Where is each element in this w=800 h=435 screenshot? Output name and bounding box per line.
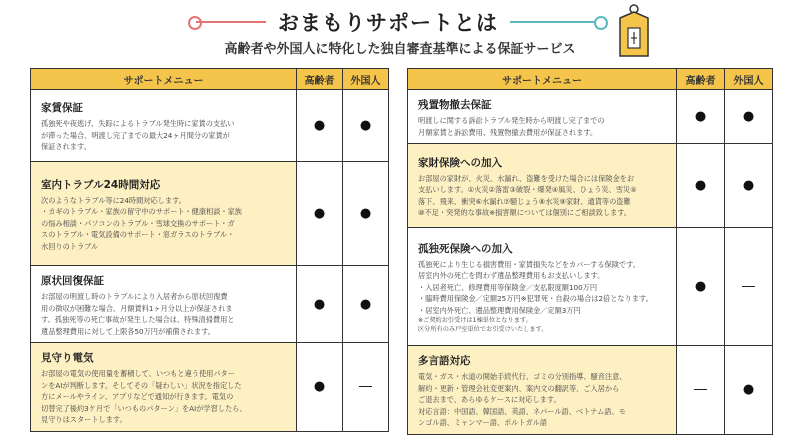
support-description-cell xyxy=(31,162,297,266)
description-line: ・カギのトラブル・家族の留守中のサポート・健康相談・家族 xyxy=(41,207,242,217)
elderly-availability-mark: ● xyxy=(677,90,725,144)
decor-line-left xyxy=(196,21,266,23)
col-header-foreigner: 外国人 xyxy=(725,69,773,90)
description-line: 電気・ガス・水道の開始手続代行、ゴミの分別指導、騒音注意、 xyxy=(418,372,627,381)
support-description-cell xyxy=(408,144,677,228)
col-header-foreigner: 外国人 xyxy=(343,69,389,90)
col-header-elderly: 高齢者 xyxy=(677,69,725,90)
description-line: 方にメールやライン、アプリなどで通知が行きます。電気の xyxy=(41,392,234,401)
decor-dot-left xyxy=(188,16,202,30)
description-line: お部屋の明渡し時のトラブルにより入居者から原状回復費 xyxy=(41,292,228,301)
support-row xyxy=(408,90,773,144)
support-item-title: 見守り電気 xyxy=(41,352,94,364)
foreigner-availability-mark: ● xyxy=(725,346,773,435)
support-description-cell xyxy=(408,346,677,435)
description-line: 遺品整理費用に対して上限各50万円が補償されます。 xyxy=(41,326,215,336)
support-description-cell xyxy=(31,343,297,432)
description-note: ※ご契約お引受けは1棟単位となります。 xyxy=(418,317,532,325)
elderly-availability-mark: ● xyxy=(677,228,725,346)
description-line: ⑩不足・突発的な事故※損害額については個別にご相談致します。 xyxy=(418,208,631,217)
elderly-availability-mark: ● xyxy=(297,343,343,432)
support-item-description xyxy=(418,259,668,335)
col-header-elderly: 高齢者 xyxy=(297,69,343,90)
support-table-right xyxy=(407,68,773,435)
support-item-title: 家賃保証 xyxy=(41,102,83,115)
support-item-description xyxy=(41,368,288,426)
description-line: が滞った場合、明渡し完了までの最大24ヶ月間分の家賃が xyxy=(41,130,230,140)
support-row xyxy=(408,144,773,228)
support-row xyxy=(408,346,773,435)
description-line: ・臨時費用保険金／定額25万円※犯罪死・自殺の場合は2倍となります。 xyxy=(418,294,653,304)
support-item-title: 原状回復保証 xyxy=(41,275,104,287)
description-line: 切替完了後約3ケ月で「いつものパターン」をAIが学習したら、 xyxy=(41,403,247,413)
elderly-availability-mark: ― xyxy=(677,346,725,435)
description-line: 居室内外の死亡を問わず遺品整理費用もお支払いします。 xyxy=(418,271,605,281)
support-row xyxy=(408,228,773,346)
description-line: 見守りはスタートします。 xyxy=(41,415,127,424)
description-line: 対応言語：中国語、韓国語、英語、ネパール語、ベトナム語、モ xyxy=(418,406,626,416)
support-item-description xyxy=(41,195,288,253)
support-row xyxy=(31,90,389,162)
support-item-title: 残置物撤去保証 xyxy=(418,99,492,111)
foreigner-availability-mark: ● xyxy=(725,144,773,228)
support-item-description xyxy=(418,371,668,429)
description-line: スのトラブル・電気設備のサポート・窓ガラスのトラブル・ xyxy=(41,230,235,240)
omamori-charm-icon xyxy=(612,4,656,60)
description-line: 水回りのトラブル xyxy=(41,241,99,251)
description-line: 孤独死や夜逃げ、失踪によるトラブル発生時に家賃の支払い xyxy=(41,119,235,129)
description-line: ンをAIが判断します。そしてその「疑わしい」状況を指定した xyxy=(41,380,242,390)
col-header-menu: サポートメニュー xyxy=(408,69,677,90)
header xyxy=(0,0,800,62)
description-line: ・入居者死亡、修理費用等保険金／支払限度額100万円 xyxy=(418,282,598,292)
description-line: お部屋の家財が、火災、水漏れ、盗難を受けた場合には保険金をお xyxy=(418,173,635,183)
support-description-cell xyxy=(408,228,677,346)
description-line: 月額家賃と訴訟費用、残置物撤去費用が保証されます。 xyxy=(418,127,598,137)
support-item-title: 孤独死保険への加入 xyxy=(418,242,513,255)
description-line: 解約・更新・管理会社変更案内、案内文の翻訳等、ご入居から xyxy=(418,383,620,393)
description-line: 保証されます。 xyxy=(41,142,91,152)
support-item-description xyxy=(418,115,668,138)
description-line: 用の徴収が困難な場合、月額賃料1ヶ月分以上が保証されま xyxy=(41,303,233,313)
foreigner-availability-mark: ● xyxy=(343,266,389,343)
elderly-availability-mark: ● xyxy=(297,266,343,343)
support-description-cell xyxy=(31,90,297,162)
description-line: 孤独死により生じる損害費用・家賃損失などをカバーする保険です。 xyxy=(418,259,640,269)
elderly-availability-mark: ● xyxy=(297,162,343,266)
description-line: ・居室内外死亡、遺品整理費用保険金／定額3万円 xyxy=(418,305,581,315)
page-subtitle: 高齢者や外国人に特化した独自審査基準による保証サービス xyxy=(224,42,576,57)
support-item-title: 家財保険への加入 xyxy=(418,156,502,169)
description-note: 区分所有のみ戸室単位でお引受けいたします。 xyxy=(418,326,548,334)
elderly-availability-mark: ● xyxy=(297,90,343,162)
decor-line-right xyxy=(510,21,596,23)
support-table-left xyxy=(30,68,389,432)
description-line: す。孤独死等の死亡事故が発生した場合は、特殊清掃費用と xyxy=(41,315,235,324)
support-item-description xyxy=(41,118,288,153)
description-line: 落下、飛来、衝突⑥水漏れ⑦騒じょう⑧水災⑨家財、通貨等の盗難 xyxy=(418,196,631,206)
foreigner-availability-mark: ― xyxy=(343,343,389,432)
description-line: の悩み相談・パソコンのトラブル・雪球交換のサポート・ガ xyxy=(41,218,235,228)
description-line: 次のようなトラブル等に24時間対応します。 xyxy=(41,195,186,205)
foreigner-availability-mark: ● xyxy=(343,162,389,266)
support-description-cell xyxy=(408,90,677,144)
description-line: 支払いします。①火災②落雷③破裂・爆発④風災、ひょう災、雪災⑤ xyxy=(418,185,637,194)
description-line: ンゴル語、ミャンマー語、ポルトガル語 xyxy=(418,418,548,427)
support-row xyxy=(31,343,389,432)
col-header-menu: サポートメニュー xyxy=(31,69,297,90)
decor-dot-right xyxy=(594,16,608,30)
support-item-title: 多言語対応 xyxy=(418,355,471,367)
support-row xyxy=(31,162,389,266)
description-line: 明渡しに関する訴訟トラブル発生時から明渡し完了までの xyxy=(418,116,605,125)
foreigner-availability-mark: ● xyxy=(725,90,773,144)
support-item-description xyxy=(41,291,288,337)
support-row xyxy=(31,266,389,343)
description-line: ご退去まで、あらゆるケースに対応します。 xyxy=(418,395,561,404)
page-title: おまもりサポートとは xyxy=(278,11,498,35)
elderly-availability-mark: ● xyxy=(677,144,725,228)
support-description-cell xyxy=(31,266,297,343)
foreigner-availability-mark: ● xyxy=(343,90,389,162)
description-line: お部屋の電気の使用量を蓄積して、いつもと違う使用パター xyxy=(41,369,235,378)
support-item-description xyxy=(418,173,668,219)
foreigner-availability-mark: ― xyxy=(725,228,773,346)
support-item-title: 室内トラブル24時間対応 xyxy=(41,178,161,191)
